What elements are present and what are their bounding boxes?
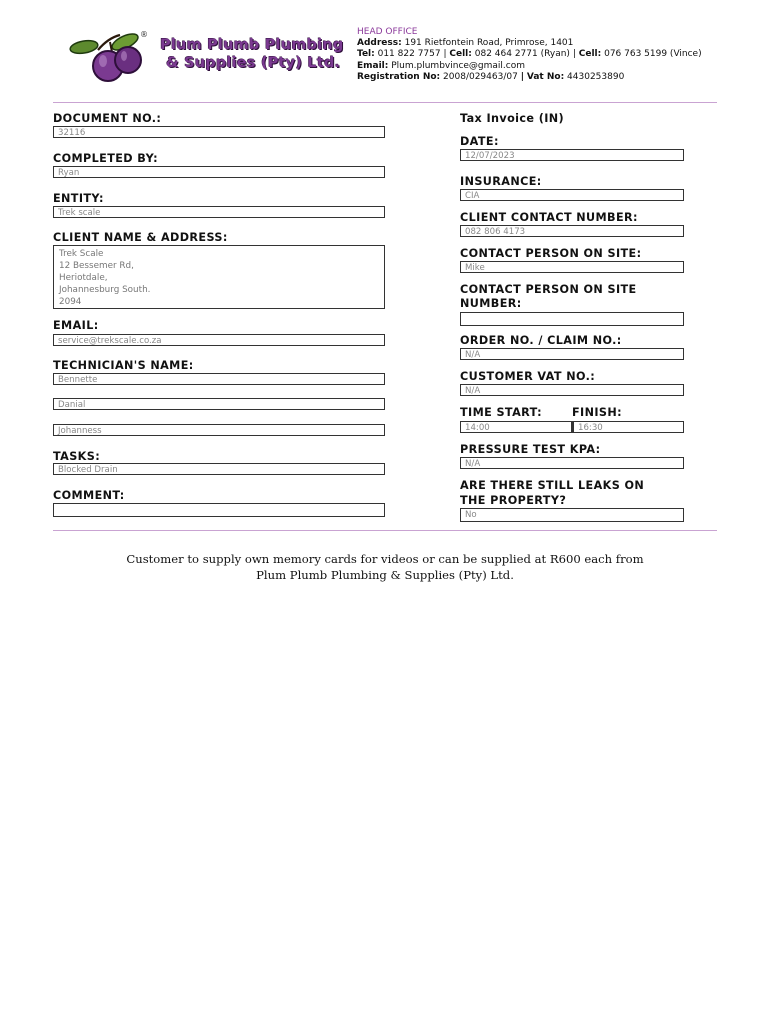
technician-field-2[interactable]: Danial: [53, 398, 385, 410]
cell1-value: 082 464 2771 (Ryan): [474, 49, 570, 60]
separator: |: [443, 49, 447, 60]
time-start-label: TIME START:: [460, 406, 542, 419]
company-name-line1: Plum Plumb Plumbing: [160, 37, 344, 53]
technician-field-3[interactable]: Johanness: [53, 424, 385, 436]
cell2-value: 076 763 5199 (Vince): [604, 49, 702, 60]
completed-by-label: COMPLETED BY:: [53, 152, 158, 165]
separator: |: [520, 71, 524, 82]
insurance-field[interactable]: CIA: [460, 189, 684, 201]
technician-field-1[interactable]: Bennette: [53, 373, 385, 385]
memory-card-note: [53, 552, 717, 583]
order-claim-label: ORDER NO. / CLAIM NO.:: [460, 334, 622, 347]
email-label: EMAIL:: [53, 319, 99, 332]
tel-value: 011 822 7757: [377, 49, 441, 60]
company-name-line2: & Supplies (Pty) Ltd.: [166, 55, 341, 71]
registered-mark: ®: [140, 30, 148, 39]
vat-value: 4430253890: [567, 71, 625, 82]
document-type: Tax Invoice (IN): [460, 112, 565, 125]
document-no-label: DOCUMENT NO.:: [53, 112, 162, 125]
head-office-block: [357, 27, 702, 83]
email-label: Email:: [357, 60, 389, 71]
pressure-test-label: PRESSURE TEST KPA:: [460, 443, 601, 456]
leaks-label-1: ARE THERE STILL LEAKS ON: [460, 479, 645, 492]
address-line: Johannesburg South.: [59, 285, 151, 295]
insurance-label: INSURANCE:: [460, 175, 542, 188]
email-value: Plum.plumbvince@gmail.com: [391, 60, 526, 71]
comment-field[interactable]: [53, 503, 385, 517]
pressure-test-field[interactable]: N/A: [460, 457, 684, 469]
contact-person-field[interactable]: Mike: [460, 261, 684, 273]
customer-vat-field[interactable]: N/A: [460, 384, 684, 396]
contact-person-label: CONTACT PERSON ON SITE:: [460, 247, 642, 260]
address-value: 191 Rietfontein Road, Primrose, 1401: [404, 38, 574, 49]
contact-person-number-label-2: NUMBER:: [460, 297, 522, 310]
tel-label: Tel:: [357, 49, 375, 60]
leaks-field[interactable]: No: [460, 508, 684, 522]
separator: |: [572, 49, 576, 60]
registration-value: 2008/029463/07: [443, 71, 518, 82]
email-field[interactable]: service@trekscale.co.za: [53, 334, 385, 346]
note-line-2: Plum Plumb Plumbing & Supplies (Pty) Ltd.: [256, 567, 514, 582]
cell1-label: Cell:: [449, 49, 472, 60]
tasks-field[interactable]: Blocked Drain: [53, 463, 385, 475]
tasks-label: TASKS:: [53, 450, 101, 463]
cell2-label: Cell:: [578, 49, 602, 60]
date-label: DATE:: [460, 135, 499, 148]
contact-person-number-field[interactable]: [460, 312, 684, 326]
head-office-registration-line: [357, 72, 702, 83]
date-field[interactable]: 12/07/2023: [460, 149, 684, 161]
address-line: 12 Bessemer Rd,: [59, 261, 134, 271]
client-contact-number-field[interactable]: 082 806 4173: [460, 225, 684, 237]
entity-label: ENTITY:: [53, 192, 104, 205]
client-name-address-field[interactable]: [53, 245, 385, 309]
entity-field[interactable]: Trek scale: [53, 206, 385, 218]
company-logo: [68, 30, 344, 84]
vat-label: Vat No:: [526, 71, 565, 82]
document-no-field[interactable]: 32116: [53, 126, 385, 138]
client-contact-number-label: CLIENT CONTACT NUMBER:: [460, 211, 638, 224]
address-line: 2094: [59, 297, 82, 307]
client-name-address-label: CLIENT NAME & ADDRESS:: [53, 231, 228, 244]
top-divider: [53, 102, 717, 103]
head-office-address-line: [357, 38, 702, 49]
note-line-1: Customer to supply own memory cards for videos or can be supplied at R600 each from: [126, 552, 644, 566]
completed-by-field[interactable]: Ryan: [53, 166, 385, 178]
time-start-field[interactable]: 14:00: [460, 421, 572, 433]
address-line: Heriotdale,: [59, 273, 108, 283]
address-label: Address:: [357, 38, 402, 49]
head-office-title: HEAD OFFICE: [357, 27, 418, 37]
registration-label: Registration No:: [357, 71, 441, 82]
finish-label: FINISH:: [572, 406, 623, 419]
plum-icon: [68, 30, 163, 84]
contact-person-number-label-1: CONTACT PERSON ON SITE: [460, 283, 637, 296]
comment-label: COMMENT:: [53, 489, 125, 502]
head-office-phone-line: [357, 49, 702, 60]
order-claim-field[interactable]: N/A: [460, 348, 684, 360]
bottom-divider: [53, 530, 717, 531]
finish-field[interactable]: 16:30: [572, 421, 684, 433]
customer-vat-label: CUSTOMER VAT NO.:: [460, 370, 596, 383]
head-office-email-line: [357, 61, 702, 72]
leaks-label-2: THE PROPERTY?: [460, 494, 567, 507]
technician-name-label: TECHNICIAN'S NAME:: [53, 359, 194, 372]
address-line: Trek Scale: [59, 249, 104, 259]
